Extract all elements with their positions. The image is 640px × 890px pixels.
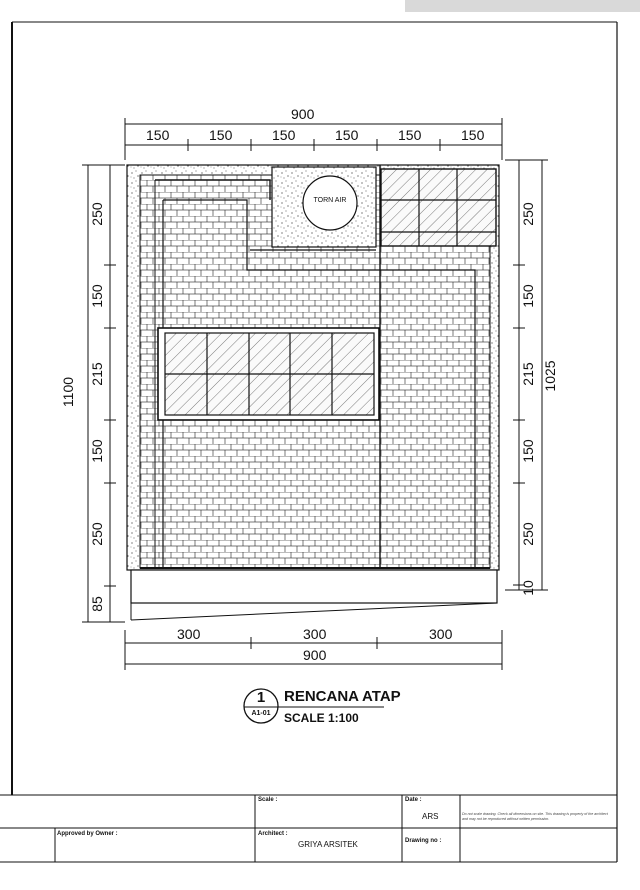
skylight-middle: [158, 328, 379, 420]
right-dim-4: 150: [520, 439, 536, 463]
top-dim-3: 150: [272, 127, 296, 143]
scale-label: Scale :: [258, 797, 278, 803]
top-dim-5: 150: [398, 127, 422, 143]
right-overall-dim: 1025: [542, 360, 558, 392]
left-dim-2: 150: [89, 284, 105, 308]
right-dim-1: 250: [520, 202, 536, 226]
architect-value: GRIYA ARSITEK: [298, 840, 358, 849]
drawing-scale: SCALE 1:100: [284, 711, 359, 725]
bottom-overall-dim: 900: [303, 647, 327, 663]
left-dim-6: 85: [89, 596, 105, 612]
left-overall-dim: 1100: [60, 376, 76, 408]
bottom-dim-2: 300: [303, 626, 327, 642]
bottom-dim-1: 300: [177, 626, 201, 642]
right-dim-5: 250: [520, 522, 536, 546]
left-dim-1: 250: [89, 202, 105, 226]
sheet-reference: A1-01: [251, 710, 271, 717]
left-dim-5: 250: [89, 522, 105, 546]
right-dim-6: 10: [520, 580, 536, 596]
bottom-dim-3: 300: [429, 626, 453, 642]
top-overall-dim: 900: [291, 106, 315, 122]
turbine-label: TORN AIR: [313, 197, 347, 204]
notes-text: Do not scale drawing. Check all dimensions on site. This drawing is property of the architect and may not be reproduced without written permission.: [462, 812, 608, 821]
drawing-title: RENCANA ATAP: [284, 688, 401, 705]
drawing-number: 1: [256, 689, 266, 706]
top-dim-1: 150: [146, 127, 170, 143]
architect-label: Architect :: [258, 831, 288, 837]
drawing-no-label: Drawing no :: [405, 838, 442, 844]
top-dim-6: 150: [461, 127, 485, 143]
code-value: ARS: [422, 812, 439, 821]
skylight-top: [381, 169, 496, 246]
top-dim-4: 150: [335, 127, 359, 143]
right-dim-3: 215: [520, 362, 536, 386]
approved-by-label: Approved by Owner :: [57, 831, 118, 837]
right-dim-2: 150: [520, 284, 536, 308]
roof-plan: [127, 165, 499, 620]
left-dim-3: 215: [89, 362, 105, 386]
date-label: Date :: [405, 797, 422, 803]
topbar: [405, 0, 640, 12]
top-dim-2: 150: [209, 127, 233, 143]
left-dim-4: 150: [89, 439, 105, 463]
